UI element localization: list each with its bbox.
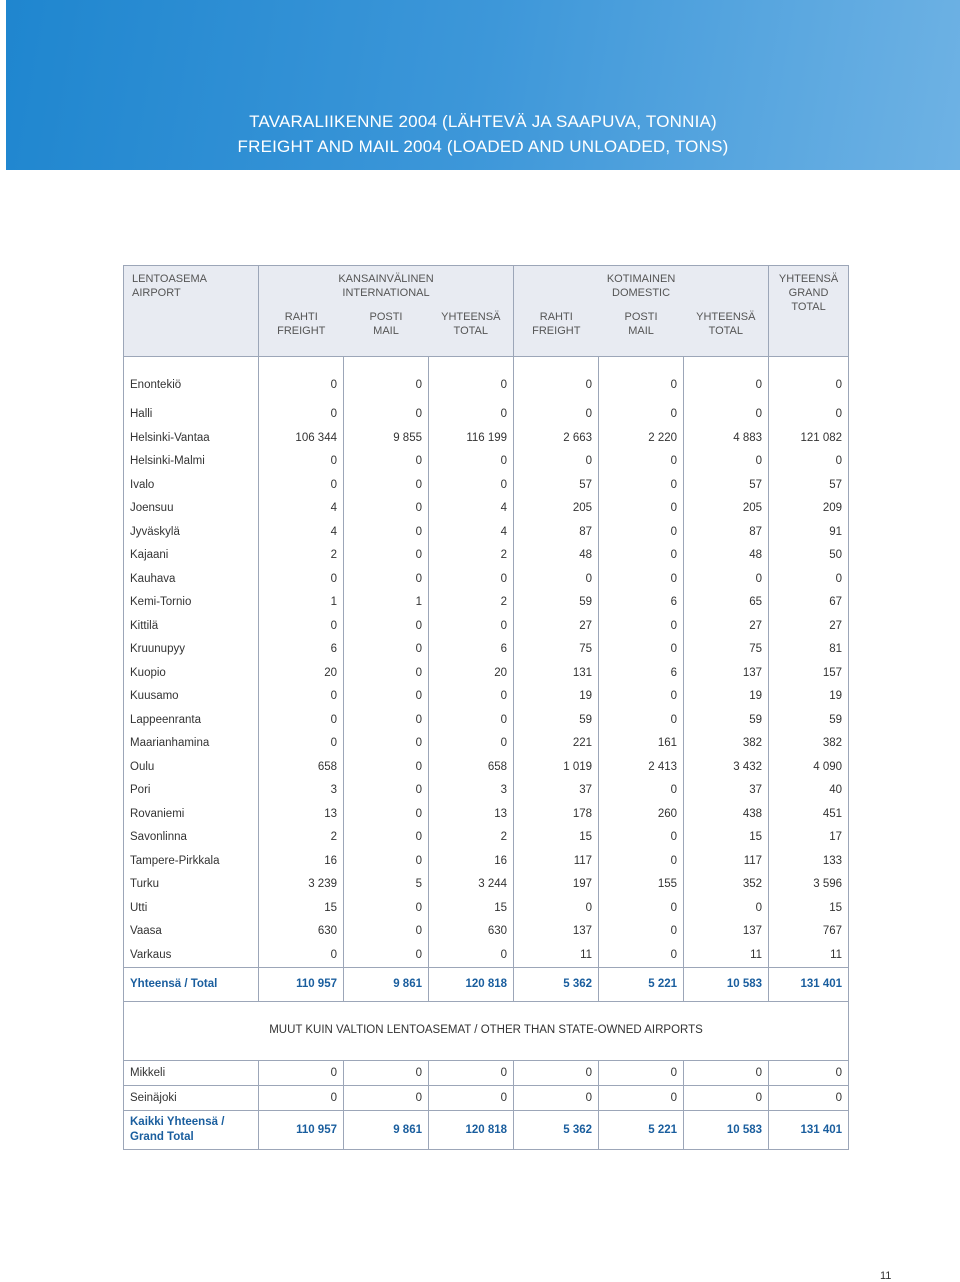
value-cell: 40 (769, 779, 849, 803)
airport-name-cell: Maarianhamina (124, 732, 259, 756)
value-cell: 59 (684, 708, 769, 732)
table-row (124, 755, 849, 779)
table-row (124, 614, 849, 638)
table-row (124, 779, 849, 803)
value-cell: 0 (514, 403, 599, 427)
value-cell: 0 (429, 403, 514, 427)
value-cell: 59 (769, 708, 849, 732)
total-row (124, 967, 849, 1001)
airport-name-cell: Halli (124, 403, 259, 427)
value-cell: 4 090 (769, 755, 849, 779)
table-row (124, 1060, 849, 1085)
value-cell: 6 (429, 638, 514, 662)
value-cell: 0 (599, 943, 684, 967)
airport-name-cell: Pori (124, 779, 259, 803)
value-cell: 178 (514, 802, 599, 826)
value-cell: 0 (599, 403, 684, 427)
value-cell: 0 (344, 920, 429, 944)
table-row (124, 896, 849, 920)
value-cell: 133 (769, 849, 849, 873)
value-cell: 20 (259, 661, 344, 685)
value-cell: 1 (344, 591, 429, 615)
value-cell: 27 (684, 614, 769, 638)
value-cell: 0 (684, 1060, 769, 1085)
value-cell: 0 (259, 403, 344, 427)
table-row (124, 426, 849, 450)
table-row (124, 685, 849, 709)
airport-name-cell: Varkaus (124, 943, 259, 967)
freight-mail-table (123, 265, 849, 1150)
value-cell: 0 (684, 403, 769, 427)
grand-total-label-line1: Kaikki Yhteensä / (130, 1115, 225, 1128)
value-cell: 0 (344, 1060, 429, 1085)
value-cell: 57 (769, 473, 849, 497)
value-cell: 2 (429, 826, 514, 850)
value-cell: 0 (514, 450, 599, 474)
title-banner (6, 0, 960, 170)
value-cell: 197 (514, 873, 599, 897)
value-cell: 120 818 (429, 1110, 514, 1149)
value-cell: 2 413 (599, 755, 684, 779)
value-cell: 0 (259, 450, 344, 474)
value-cell: 0 (259, 567, 344, 591)
value-cell: 131 401 (769, 1110, 849, 1149)
value-cell: 0 (344, 450, 429, 474)
value-cell: 10 583 (684, 1110, 769, 1149)
value-cell: 0 (344, 708, 429, 732)
value-cell: 1 (259, 591, 344, 615)
value-cell: 0 (769, 567, 849, 591)
value-cell: 0 (599, 450, 684, 474)
value-cell: 0 (429, 473, 514, 497)
airport-name-cell: Vaasa (124, 920, 259, 944)
value-cell: 0 (344, 497, 429, 521)
value-cell: 0 (344, 732, 429, 756)
value-cell: 0 (259, 732, 344, 756)
airport-name-cell: Ivalo (124, 473, 259, 497)
value-cell: 0 (599, 708, 684, 732)
table-row (124, 661, 849, 685)
table-row (124, 826, 849, 850)
value-cell: 15 (429, 896, 514, 920)
airport-name-cell: Rovaniemi (124, 802, 259, 826)
grand-total-label-line2: Grand Total (130, 1130, 194, 1143)
value-cell: 0 (599, 567, 684, 591)
value-cell: 0 (429, 1060, 514, 1085)
other-airports-heading: MUUT KUIN VALTION LENTOASEMAT / OTHER THAN STATE-OWNED AIRPORTS (124, 1022, 849, 1061)
value-cell: 116 199 (429, 426, 514, 450)
value-cell: 658 (259, 755, 344, 779)
value-cell: 27 (514, 614, 599, 638)
value-cell: 137 (684, 920, 769, 944)
airport-name-cell: Kuusamo (124, 685, 259, 709)
value-cell: 0 (514, 1085, 599, 1110)
value-cell: 0 (599, 497, 684, 521)
value-cell: 59 (514, 708, 599, 732)
airport-name-cell: Yhteensä / Total (124, 967, 259, 1001)
value-cell: 0 (684, 356, 769, 403)
value-cell: 10 583 (684, 967, 769, 1001)
grand-total-row (124, 1110, 849, 1149)
value-cell: 630 (259, 920, 344, 944)
value-cell: 205 (684, 497, 769, 521)
value-cell: 0 (429, 708, 514, 732)
value-cell: 4 883 (684, 426, 769, 450)
value-cell: 0 (344, 661, 429, 685)
value-cell: 0 (344, 473, 429, 497)
value-cell: 2 (259, 544, 344, 568)
value-cell: 0 (599, 685, 684, 709)
header-dom-freight: RAHTI FREIGHT (514, 300, 599, 356)
table-row (124, 802, 849, 826)
value-cell: 0 (259, 614, 344, 638)
value-cell: 87 (684, 520, 769, 544)
airport-name-cell: Kruunupyy (124, 638, 259, 662)
value-cell: 19 (769, 685, 849, 709)
value-cell: 0 (599, 614, 684, 638)
value-cell: 67 (769, 591, 849, 615)
value-cell: 57 (684, 473, 769, 497)
value-cell: 131 (514, 661, 599, 685)
value-cell: 11 (514, 943, 599, 967)
table-row (124, 450, 849, 474)
spacer-cell (124, 1001, 849, 1022)
value-cell: 1 019 (514, 755, 599, 779)
airport-name-cell: Helsinki-Vantaa (124, 426, 259, 450)
value-cell: 0 (684, 1085, 769, 1110)
airport-name-cell: Kittilä (124, 614, 259, 638)
header-intl-total: YHTEENSÄ TOTAL (429, 300, 514, 356)
value-cell: 0 (259, 356, 344, 403)
airport-name-cell: Joensuu (124, 497, 259, 521)
table-row (124, 920, 849, 944)
value-cell: 117 (684, 849, 769, 873)
value-cell: 0 (684, 567, 769, 591)
value-cell: 4 (259, 520, 344, 544)
value-cell: 121 082 (769, 426, 849, 450)
value-cell: 131 401 (769, 967, 849, 1001)
value-cell: 75 (684, 638, 769, 662)
value-cell: 5 221 (599, 967, 684, 1001)
airport-name-cell: Seinäjoki (124, 1085, 259, 1110)
airport-name-cell: Kauhava (124, 567, 259, 591)
value-cell: 0 (769, 403, 849, 427)
grand-total-label (124, 1110, 259, 1149)
value-cell: 0 (514, 356, 599, 403)
value-cell: 106 344 (259, 426, 344, 450)
value-cell: 0 (259, 685, 344, 709)
table-row (124, 591, 849, 615)
airport-name-cell: Kemi-Tornio (124, 591, 259, 615)
airport-name-cell: Savonlinna (124, 826, 259, 850)
value-cell: 0 (429, 732, 514, 756)
other-airports-heading-row (124, 1022, 849, 1061)
value-cell: 19 (684, 685, 769, 709)
value-cell: 117 (514, 849, 599, 873)
page-title-finnish: TAVARALIIKENNE 2004 (LÄHTEVÄ JA SAAPUVA, TONNIA) (249, 112, 717, 131)
value-cell: 13 (259, 802, 344, 826)
value-cell: 0 (514, 896, 599, 920)
value-cell: 0 (684, 896, 769, 920)
value-cell: 0 (344, 638, 429, 662)
header-intl-mail: POSTI MAIL (344, 300, 429, 356)
value-cell: 3 239 (259, 873, 344, 897)
value-cell: 209 (769, 497, 849, 521)
value-cell: 157 (769, 661, 849, 685)
table-row (124, 849, 849, 873)
value-cell: 0 (344, 614, 429, 638)
value-cell: 15 (769, 896, 849, 920)
table-row (124, 873, 849, 897)
value-cell: 0 (429, 1085, 514, 1110)
value-cell: 221 (514, 732, 599, 756)
airport-name-cell: Oulu (124, 755, 259, 779)
value-cell: 0 (514, 567, 599, 591)
value-cell: 110 957 (259, 1110, 344, 1149)
value-cell: 59 (514, 591, 599, 615)
value-cell: 0 (344, 544, 429, 568)
value-cell: 0 (344, 403, 429, 427)
value-cell: 0 (769, 356, 849, 403)
value-cell: 382 (684, 732, 769, 756)
value-cell: 0 (429, 614, 514, 638)
value-cell: 15 (259, 896, 344, 920)
value-cell: 0 (259, 1060, 344, 1085)
table-row (124, 567, 849, 591)
value-cell: 0 (344, 826, 429, 850)
value-cell: 2 220 (599, 426, 684, 450)
value-cell: 37 (514, 779, 599, 803)
value-cell: 9 861 (344, 1110, 429, 1149)
value-cell: 6 (259, 638, 344, 662)
value-cell: 0 (769, 1085, 849, 1110)
value-cell: 0 (769, 450, 849, 474)
value-cell: 0 (344, 755, 429, 779)
value-cell: 0 (429, 567, 514, 591)
value-cell: 0 (344, 685, 429, 709)
value-cell: 5 (344, 873, 429, 897)
value-cell: 0 (599, 544, 684, 568)
value-cell: 0 (429, 356, 514, 403)
value-cell: 16 (259, 849, 344, 873)
value-cell: 0 (599, 826, 684, 850)
value-cell: 11 (684, 943, 769, 967)
value-cell: 75 (514, 638, 599, 662)
airport-name-cell: Turku (124, 873, 259, 897)
value-cell: 2 (429, 591, 514, 615)
value-cell: 15 (514, 826, 599, 850)
value-cell: 0 (599, 356, 684, 403)
value-cell: 382 (769, 732, 849, 756)
table-row (124, 497, 849, 521)
value-cell: 65 (684, 591, 769, 615)
value-cell: 6 (599, 591, 684, 615)
value-cell: 3 (259, 779, 344, 803)
value-cell: 451 (769, 802, 849, 826)
value-cell: 0 (429, 450, 514, 474)
value-cell: 260 (599, 802, 684, 826)
airport-name-cell: Enontekiö (124, 356, 259, 403)
value-cell: 438 (684, 802, 769, 826)
table-row (124, 732, 849, 756)
value-cell: 0 (259, 708, 344, 732)
value-cell: 0 (344, 1085, 429, 1110)
value-cell: 2 (429, 544, 514, 568)
value-cell: 48 (514, 544, 599, 568)
value-cell: 0 (599, 779, 684, 803)
value-cell: 658 (429, 755, 514, 779)
airport-name-cell: Kuopio (124, 661, 259, 685)
value-cell: 0 (259, 943, 344, 967)
table-row (124, 544, 849, 568)
value-cell: 5 362 (514, 967, 599, 1001)
airport-name-cell: Mikkeli (124, 1060, 259, 1085)
value-cell: 4 (429, 520, 514, 544)
value-cell: 0 (429, 943, 514, 967)
value-cell: 0 (599, 1085, 684, 1110)
value-cell: 0 (344, 802, 429, 826)
airport-name-cell: Utti (124, 896, 259, 920)
value-cell: 0 (344, 520, 429, 544)
value-cell: 48 (684, 544, 769, 568)
airport-name-cell: Helsinki-Malmi (124, 450, 259, 474)
value-cell: 155 (599, 873, 684, 897)
value-cell: 0 (769, 1060, 849, 1085)
value-cell: 5 221 (599, 1110, 684, 1149)
header-domestic: KOTIMAINEN DOMESTIC (514, 266, 769, 301)
value-cell: 120 818 (429, 967, 514, 1001)
value-cell: 110 957 (259, 967, 344, 1001)
value-cell: 0 (599, 896, 684, 920)
table-row (124, 473, 849, 497)
value-cell: 4 (429, 497, 514, 521)
value-cell: 352 (684, 873, 769, 897)
table-row (124, 403, 849, 427)
page-number: 11 (880, 1270, 892, 1282)
value-cell: 767 (769, 920, 849, 944)
airport-name-cell: Tampere-Pirkkala (124, 849, 259, 873)
value-cell: 0 (514, 1060, 599, 1085)
value-cell: 161 (599, 732, 684, 756)
value-cell: 91 (769, 520, 849, 544)
value-cell: 2 (259, 826, 344, 850)
table-row (124, 638, 849, 662)
value-cell: 137 (514, 920, 599, 944)
value-cell: 2 663 (514, 426, 599, 450)
value-cell: 205 (514, 497, 599, 521)
value-cell: 0 (599, 849, 684, 873)
value-cell: 0 (599, 520, 684, 544)
value-cell: 0 (344, 356, 429, 403)
value-cell: 9 855 (344, 426, 429, 450)
value-cell: 0 (429, 685, 514, 709)
value-cell: 3 (429, 779, 514, 803)
value-cell: 0 (599, 920, 684, 944)
airport-name-cell: Kajaani (124, 544, 259, 568)
value-cell: 0 (599, 638, 684, 662)
value-cell: 0 (344, 779, 429, 803)
value-cell: 0 (599, 1060, 684, 1085)
value-cell: 0 (344, 849, 429, 873)
table-row (124, 708, 849, 732)
header-intl-freight: RAHTI FREIGHT (259, 300, 344, 356)
value-cell: 0 (259, 473, 344, 497)
header-international: KANSAINVÄLINEN INTERNATIONAL (259, 266, 514, 301)
airport-name-cell: Lappeenranta (124, 708, 259, 732)
value-cell: 27 (769, 614, 849, 638)
value-cell: 37 (684, 779, 769, 803)
value-cell: 0 (684, 450, 769, 474)
value-cell: 0 (344, 567, 429, 591)
table-row (124, 1085, 849, 1110)
header-dom-mail: POSTI MAIL (599, 300, 684, 356)
value-cell: 50 (769, 544, 849, 568)
value-cell: 19 (514, 685, 599, 709)
value-cell: 3 596 (769, 873, 849, 897)
value-cell: 11 (769, 943, 849, 967)
value-cell: 4 (259, 497, 344, 521)
page-title-english: FREIGHT AND MAIL 2004 (LOADED AND UNLOADED, TONS) (237, 137, 729, 156)
table-row (124, 520, 849, 544)
header-dom-total: YHTEENSÄ TOTAL (684, 300, 769, 356)
value-cell: 9 861 (344, 967, 429, 1001)
value-cell: 3 244 (429, 873, 514, 897)
airport-name-cell: Jyväskylä (124, 520, 259, 544)
value-cell: 87 (514, 520, 599, 544)
value-cell: 17 (769, 826, 849, 850)
value-cell: 13 (429, 802, 514, 826)
value-cell: 81 (769, 638, 849, 662)
table-row (124, 356, 849, 403)
value-cell: 6 (599, 661, 684, 685)
value-cell: 3 432 (684, 755, 769, 779)
value-cell: 20 (429, 661, 514, 685)
spacer-row (124, 1001, 849, 1022)
value-cell: 0 (344, 943, 429, 967)
value-cell: 5 362 (514, 1110, 599, 1149)
value-cell: 0 (344, 896, 429, 920)
value-cell: 630 (429, 920, 514, 944)
value-cell: 137 (684, 661, 769, 685)
value-cell: 0 (599, 473, 684, 497)
value-cell: 57 (514, 473, 599, 497)
value-cell: 15 (684, 826, 769, 850)
header-airport: LENTOASEMA AIRPORT (124, 266, 259, 357)
table-row (124, 943, 849, 967)
value-cell: 0 (259, 1085, 344, 1110)
header-grand-total: YHTEENSÄ GRAND TOTAL (769, 266, 849, 357)
value-cell: 16 (429, 849, 514, 873)
